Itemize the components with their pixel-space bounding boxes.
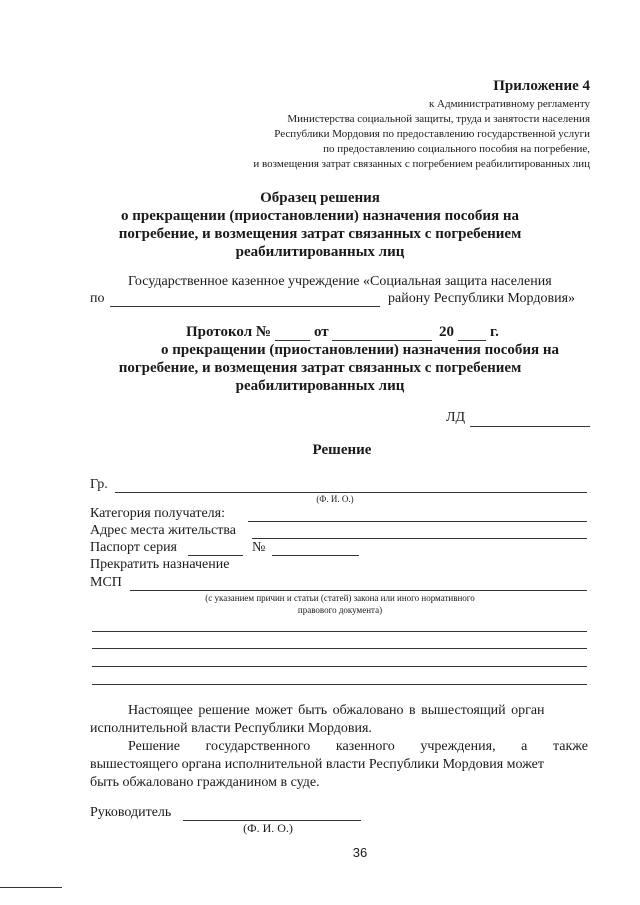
appendix-line: к Административному регламенту (428, 98, 590, 110)
institution-suffix: району Республики Мордовия» (388, 291, 576, 306)
protocol-year-field[interactable] (458, 340, 486, 341)
appeal-text: Настоящее решение может быть обжаловано в вышестоящий орган (128, 703, 545, 718)
protocol-date-field[interactable] (332, 340, 432, 341)
appeal-text-justified (128, 739, 588, 755)
sample-subtitle: реабилитированных лиц (235, 244, 405, 260)
appeal-word: казенного (335, 739, 395, 754)
msp-label: МСП (90, 575, 122, 590)
appendix-line: Министерства социальной защиты, труда и занятости населения (287, 113, 590, 125)
passport-label: Паспорт серия (90, 540, 177, 555)
reason-caption: (с указанием причин и статьи (статей) закона или иного нормативного (205, 593, 475, 603)
msp-field[interactable] (130, 590, 587, 591)
reason-line[interactable] (92, 631, 587, 632)
signature-caption: (Ф. И. О.) (243, 821, 293, 835)
passport-number-label: № (252, 540, 266, 555)
category-label: Категория получателя: (90, 506, 225, 521)
reason-caption: правового документа) (297, 605, 383, 615)
appeal-word: также (552, 739, 588, 754)
appendix-title: Приложение 4 (493, 78, 590, 94)
citizen-label: Гр. (90, 477, 108, 492)
appeal-text: вышестоящего органа исполнительной власти Республики Мордовия может (90, 757, 544, 772)
page-number: 36 (352, 845, 368, 860)
fio-caption: (Ф. И. О.) (316, 494, 354, 504)
address-field[interactable] (252, 538, 587, 539)
appendix-line: Республики Мордовия по предоставлению государственной услуги (274, 128, 590, 140)
appeal-word: а (521, 739, 528, 754)
appeal-text: быть обжаловано гражданином в суде. (90, 775, 320, 790)
appeal-word: Решение (128, 739, 181, 754)
category-field[interactable] (248, 521, 587, 522)
sample-subtitle: погребение, и возмещения затрат связанных с погребением (118, 226, 522, 242)
appendix-line: по предоставлению социального пособия на погребение, (323, 143, 590, 155)
appendix-line: и возмещения затрат связанных с погребением реабилитированных лиц (253, 158, 590, 170)
protocol-subject: о прекращении (приостановлении) назначения пособия на (160, 342, 560, 358)
protocol-label: Протокол № (186, 324, 271, 340)
signature-label: Руководитель (90, 805, 172, 820)
passport-number-field[interactable] (272, 555, 359, 556)
ld-label: ЛД (446, 410, 466, 425)
passport-series-field[interactable] (188, 555, 243, 556)
protocol-year: 20 (439, 324, 454, 340)
protocol-number-field[interactable] (275, 340, 310, 341)
appeal-text: исполнительной власти Республики Мордовия. (90, 721, 372, 736)
protocol-subject: реабилитированных лиц (235, 378, 405, 394)
reason-line[interactable] (92, 648, 587, 649)
address-label: Адрес места жительства (90, 523, 236, 538)
institution-prefix: по (90, 291, 105, 306)
protocol-g: г. (490, 324, 499, 340)
sample-title: Образец решения (260, 190, 380, 206)
reason-line[interactable] (92, 684, 587, 685)
district-field[interactable] (110, 306, 380, 307)
appeal-word: учреждения, (420, 739, 496, 754)
ld-field[interactable] (470, 426, 590, 427)
stop-label: Прекратить назначение (90, 557, 230, 572)
reason-line[interactable] (92, 666, 587, 667)
citizen-name-field[interactable] (115, 492, 587, 493)
institution-line: Государственное казенное учреждение «Социальная защита населения (128, 274, 552, 289)
footer-rule (0, 887, 62, 888)
decision-heading: Решение (312, 442, 372, 458)
sample-subtitle: о прекращении (приостановлении) назначения пособия на (120, 208, 520, 224)
appeal-word: государственного (205, 739, 311, 754)
protocol-subject: погребение, и возмещения затрат связанных с погребением (118, 360, 522, 376)
protocol-from: от (314, 324, 329, 340)
